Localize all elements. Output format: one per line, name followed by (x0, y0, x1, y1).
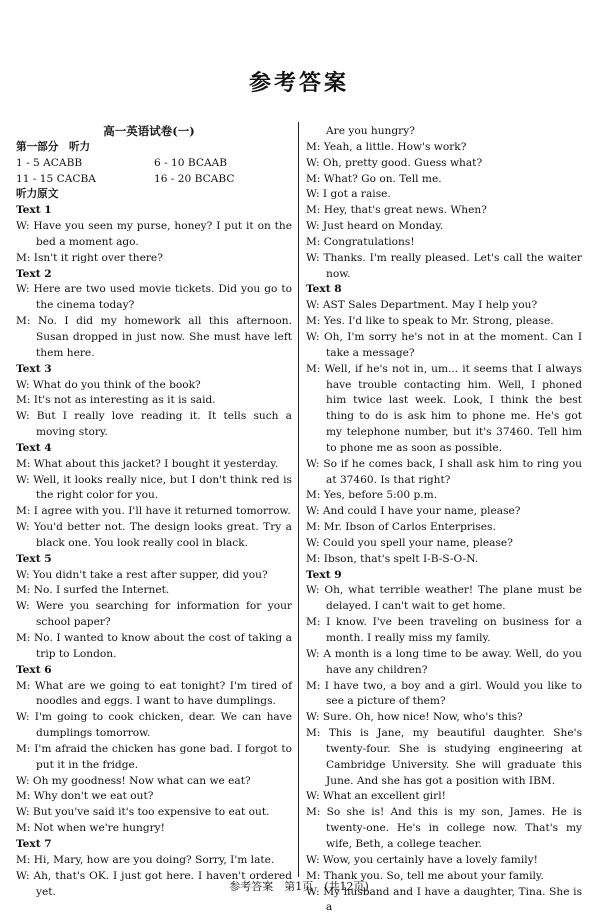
text-heading: Text 8 (306, 282, 582, 298)
dialogue-line: M: Ibson, that's spelt I-B-S-O-N. (306, 552, 582, 568)
dialogue-line: W: Oh, pretty good. Guess what? (306, 156, 582, 172)
dialogue-line: W: But you've said it's too expensive to eat out. (16, 805, 292, 821)
page-title: 参考答案 (0, 66, 598, 97)
left-column (16, 124, 292, 900)
dialogue-line: M: Hey, that's great news. When? (306, 203, 582, 219)
dialogue-line: W: Just heard on Monday. (306, 219, 582, 235)
dialogue-line: W: Wow, you certainly have a lovely family! (306, 853, 582, 869)
dialogue-line: W: My husband and I have a daughter, Tina. She is a (306, 885, 582, 916)
dialogue-line: M: I have two, a boy and a girl. Would you like to see a picture of them? (306, 679, 582, 711)
text-heading: Text 6 (16, 663, 292, 679)
dialogue-line: M: I'm afraid the chicken has gone bad. I forgot to put it in the fridge. (16, 742, 292, 774)
dialogue-line: W: Oh, what terrible weather! The plane must be delayed. I can't wait to get home. (306, 583, 582, 615)
text-heading: Text 2 (16, 267, 292, 283)
answer-range: 16 - 20 BCABC (154, 172, 292, 188)
dialogue-line: W: What do you think of the book? (16, 378, 292, 394)
dialogue-line: M: This is Jane, my beautiful daughter. She's twenty-four. She is studying engineering at Cambridge University. She will graduate this June. And she has got a position with IBM. (306, 726, 582, 789)
answer-row (16, 172, 292, 188)
left-transcript (16, 203, 292, 900)
dialogue-line: M: I know. I've been traveling on business for a month. I really miss my family. (306, 615, 582, 647)
dialogue-line: W: Oh, I'm sorry he's not in at the moment. Can I take a message? (306, 330, 582, 362)
dialogue-line: W: Sure. Oh, how nice! Now, who's this? (306, 710, 582, 726)
dialogue-line: M: Mr. Ibson of Carlos Enterprises. (306, 520, 582, 536)
text-heading: Text 9 (306, 568, 582, 584)
transcript-heading: 听力原文 (16, 187, 292, 203)
dialogue-line: W: But I really love reading it. It tells such a moving story. (16, 409, 292, 441)
dialogue-line: M: Well, if he's not in, um... it seems that I always have trouble contacting him. Well, I phoned him twice last week. Look, I think the best thing to do is ask him to phone me. He's got my telephone number, but it's 37460. Tell him to phone me as soon as possible. (306, 362, 582, 457)
dialogue-line: M: Yes. I'd like to speak to Mr. Strong, please. (306, 314, 582, 330)
text-heading: Text 4 (16, 441, 292, 457)
part-heading: 第一部分 听力 (16, 140, 292, 156)
answer-range: 11 - 15 CACBA (16, 172, 154, 188)
text-heading: Text 7 (16, 837, 292, 853)
dialogue-line: W: Well, it looks really nice, but I don't think red is the right color for you. (16, 473, 292, 505)
answer-range: 6 - 10 BCAAB (154, 156, 292, 172)
dialogue-line: M: No. I wanted to know about the cost of taking a trip to London. (16, 631, 292, 663)
text-heading: Text 3 (16, 362, 292, 378)
dialogue-line: W: Were you searching for information for your school paper? (16, 599, 292, 631)
dialogue-line: M: Hi, Mary, how are you doing? Sorry, I'm late. (16, 853, 292, 869)
dialogue-line: M: I agree with you. I'll have it returned tomorrow. (16, 504, 292, 520)
dialogue-line: W: Could you spell your name, please? (306, 536, 582, 552)
dialogue-line: M: It's not as interesting as it is said. (16, 393, 292, 409)
dialogue-line: W: What an excellent girl! (306, 789, 582, 805)
dialogue-line: W: You didn't take a rest after supper, did you? (16, 568, 292, 584)
dialogue-line: M: No. I surfed the Internet. (16, 583, 292, 599)
dialogue-line: M: So she is! And this is my son, James. He is twenty-one. He's in college now. That's my wife, Beth, a college teacher. (306, 805, 582, 853)
answer-range: 1 - 5 ACABB (16, 156, 154, 172)
right-column (306, 124, 582, 916)
page-footer: 参考答案 第1页 (共12页) (0, 878, 598, 894)
dialogue-line: Are you hungry? (306, 124, 582, 140)
dialogue-line: W: Ah, that's OK. I just got here. I haven't ordered yet. (16, 869, 292, 901)
dialogue-line: M: Isn't it right over there? (16, 251, 292, 267)
text-heading: Text 5 (16, 552, 292, 568)
dialogue-line: W: And could I have your name, please? (306, 504, 582, 520)
text-heading: Text 1 (16, 203, 292, 219)
dialogue-line: M: Why don't we eat out? (16, 789, 292, 805)
dialogue-line: M: What about this jacket? I bought it yesterday. (16, 457, 292, 473)
right-transcript (306, 124, 582, 916)
dialogue-line: M: Thank you. So, tell me about your family. (306, 869, 582, 885)
dialogue-line: W: I got a raise. (306, 187, 582, 203)
dialogue-line: M: What? Go on. Tell me. (306, 172, 582, 188)
dialogue-line: M: Yes, before 5:00 p.m. (306, 488, 582, 504)
answer-row (16, 156, 292, 172)
dialogue-line: M: What are we going to eat tonight? I'm tired of noodles and eggs. I want to have dumplings. (16, 679, 292, 711)
exam-subtitle: 高一英语试卷(一) (6, 124, 292, 140)
dialogue-line: W: AST Sales Department. May I help you? (306, 298, 582, 314)
dialogue-line: M: Not when we're hungry! (16, 821, 292, 837)
dialogue-line: W: Oh my goodness! Now what can we eat? (16, 774, 292, 790)
dialogue-line: W: A month is a long time to be away. Well, do you have any children? (306, 647, 582, 679)
column-divider (298, 122, 299, 877)
dialogue-line: W: I'm going to cook chicken, dear. We can have dumplings tomorrow. (16, 710, 292, 742)
dialogue-line: W: So if he comes back, I shall ask him to ring you at 37460. Is that right? (306, 457, 582, 489)
dialogue-line: W: Here are two used movie tickets. Did you go to the cinema today? (16, 282, 292, 314)
dialogue-line: M: Congratulations! (306, 235, 582, 251)
dialogue-line: M: No. I did my homework all this afternoon. Susan dropped in just now. She must have left them here. (16, 314, 292, 362)
dialogue-line: W: You'd better not. The design looks great. Try a black one. You look really cool in black. (16, 520, 292, 552)
dialogue-line: W: Have you seen my purse, honey? I put it on the bed a moment ago. (16, 219, 292, 251)
dialogue-line: W: Thanks. I'm really pleased. Let's call the waiter now. (306, 251, 582, 283)
dialogue-line: M: Yeah, a little. How's work? (306, 140, 582, 156)
